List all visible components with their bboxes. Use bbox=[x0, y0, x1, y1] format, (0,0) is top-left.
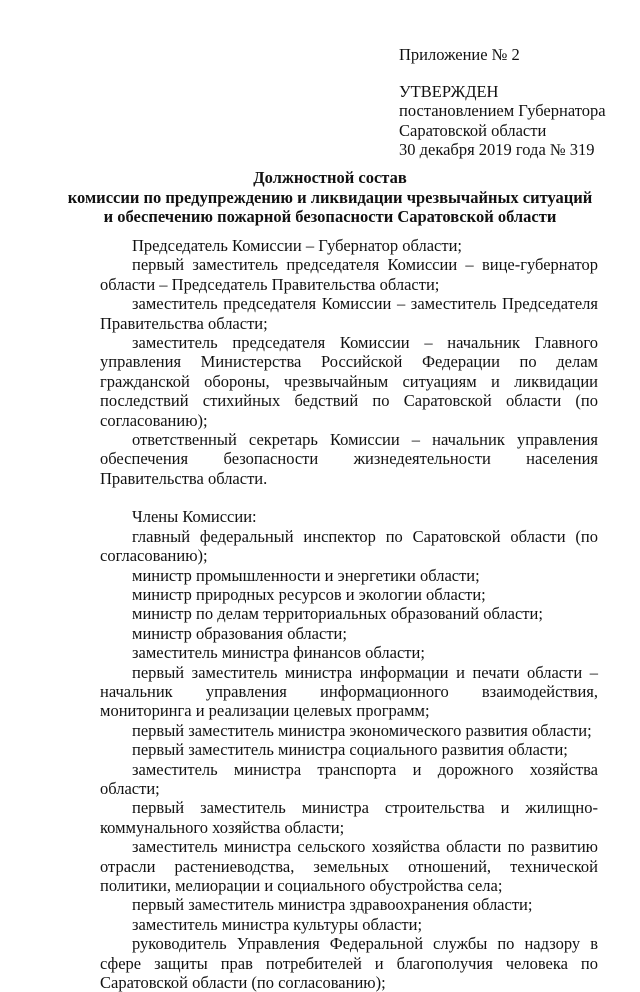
member-item: заместитель министра финансов области; bbox=[132, 643, 425, 663]
member-item: главный федеральный инспектор по Саратовской области (по согласованию); bbox=[100, 526, 598, 566]
leadership-item: ответственный секретарь Комиссии – начальник управления обеспечения безопасности жизнедеятельности населения Правительства области. bbox=[100, 430, 598, 488]
leadership-item: первый заместитель председателя Комиссии – вице-губернатор области – Председатель Правительства области; bbox=[100, 255, 598, 294]
approved-label: УТВЕРЖДЕН bbox=[399, 81, 499, 101]
member-item: руководитель Управления Федеральной службы по надзору в сфере защиты прав потребителей и благополучия человека по Саратовской области (по согласованию); bbox=[100, 934, 598, 992]
title-line-1: Должностной состав bbox=[253, 168, 407, 187]
title-line-2: комиссии по предупреждению и ликвидации чрезвычайных ситуаций bbox=[67, 187, 593, 207]
appendix-label: Приложение № 2 bbox=[399, 45, 520, 64]
approval-stamp bbox=[399, 45, 606, 160]
resolution-label: постановлением Губернатора bbox=[399, 101, 606, 120]
member-item: первый заместитель министра социального развития области; bbox=[132, 740, 568, 760]
member-item: первый заместитель министра здравоохранения области; bbox=[132, 895, 533, 915]
members-heading: Члены Комиссии: bbox=[132, 507, 257, 527]
leadership-item: заместитель председателя Комиссии – заместитель Председателя Правительства области; bbox=[100, 294, 598, 333]
member-item: заместитель министра транспорта и дорожного хозяйства области; bbox=[100, 759, 598, 798]
leadership-item: Председатель Комиссии – Губернатор области; bbox=[132, 236, 462, 255]
member-item: заместитель министра культуры области; bbox=[132, 914, 423, 934]
member-item: первый заместитель министра строительства и жилищно-коммунального хозяйства области; bbox=[100, 798, 598, 837]
region-label: Саратовской области bbox=[399, 120, 547, 140]
member-item: министр по делам территориальных образований области; bbox=[132, 604, 543, 624]
document-title bbox=[60, 168, 600, 227]
member-item: министр образования области; bbox=[132, 623, 347, 643]
member-item: министр природных ресурсов и экологии области; bbox=[132, 584, 486, 604]
member-item: заместитель министра сельского хозяйства области по развитию отрасли растениеводства, земельных отношений, технической политики, мелиорации и социального обустройства села; bbox=[100, 837, 598, 895]
title-line-3: и обеспечению пожарной безопасности Саратовской области bbox=[103, 207, 557, 226]
date-number-label: 30 декабря 2019 года № 319 bbox=[399, 140, 595, 159]
document-body bbox=[100, 236, 598, 992]
leadership-item: заместитель председателя Комиссии – начальник Главного управления Министерства Российской Федерации по делам гражданской обороны, чрезвычайным ситуациям и ликвидации последствий стихийных бедствий по Саратовской области (по согласованию); bbox=[100, 333, 598, 430]
member-item: первый заместитель министра информации и печати области – начальник управления информационного взаимодействия, мониторинга и реализации целевых программ; bbox=[100, 662, 598, 721]
member-item: первый заместитель министра экономического развития области; bbox=[132, 720, 592, 740]
member-item: министр промышленности и энергетики области; bbox=[132, 565, 480, 585]
